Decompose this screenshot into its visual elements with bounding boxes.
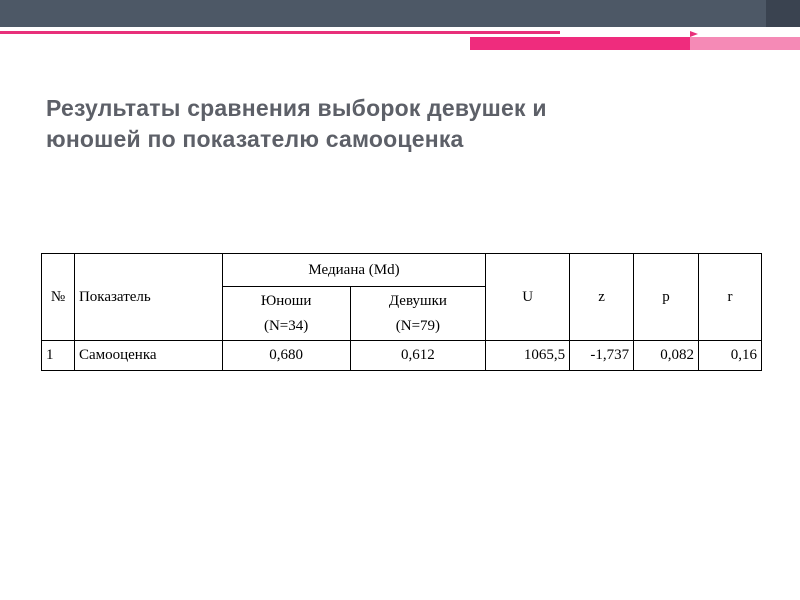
- header-girls: [350, 287, 486, 341]
- header-boys-n: (N=34): [263, 317, 309, 334]
- header-indicator: Показатель: [74, 254, 222, 341]
- results-table: [41, 253, 762, 371]
- slide-title-line-2: юношей по показателю самооценка: [46, 126, 464, 152]
- top-header-band-corner: [766, 0, 800, 27]
- cell-girls: 0,612: [350, 341, 486, 371]
- header-girls-label: Девушки: [388, 292, 447, 309]
- header-u: U: [486, 254, 570, 341]
- cell-z: -1,737: [570, 341, 634, 371]
- table-header-row-1: [42, 254, 762, 287]
- accent-line: [0, 31, 560, 34]
- header-p: p: [634, 254, 699, 341]
- header-z: z: [570, 254, 634, 341]
- table-row: [42, 341, 762, 371]
- cell-indicator: Самооценка: [74, 341, 222, 371]
- cell-r: 0,16: [699, 341, 762, 371]
- cell-u: 1065,5: [486, 341, 570, 371]
- slide-title: [46, 93, 726, 155]
- slide-title-line-1: Результаты сравнения выборок девушек и: [46, 95, 547, 121]
- cell-p: 0,082: [634, 341, 699, 371]
- header-boys: [222, 287, 350, 341]
- cell-num: 1: [42, 341, 75, 371]
- header-num: №: [42, 254, 75, 341]
- header-median: Медиана (Md): [222, 254, 486, 287]
- header-r: r: [699, 254, 762, 341]
- top-header-band: [0, 0, 800, 27]
- header-girls-n: (N=79): [395, 317, 441, 334]
- accent-block-light: [690, 37, 800, 50]
- header-boys-label: Юноши: [260, 292, 312, 309]
- cell-boys: 0,680: [222, 341, 350, 371]
